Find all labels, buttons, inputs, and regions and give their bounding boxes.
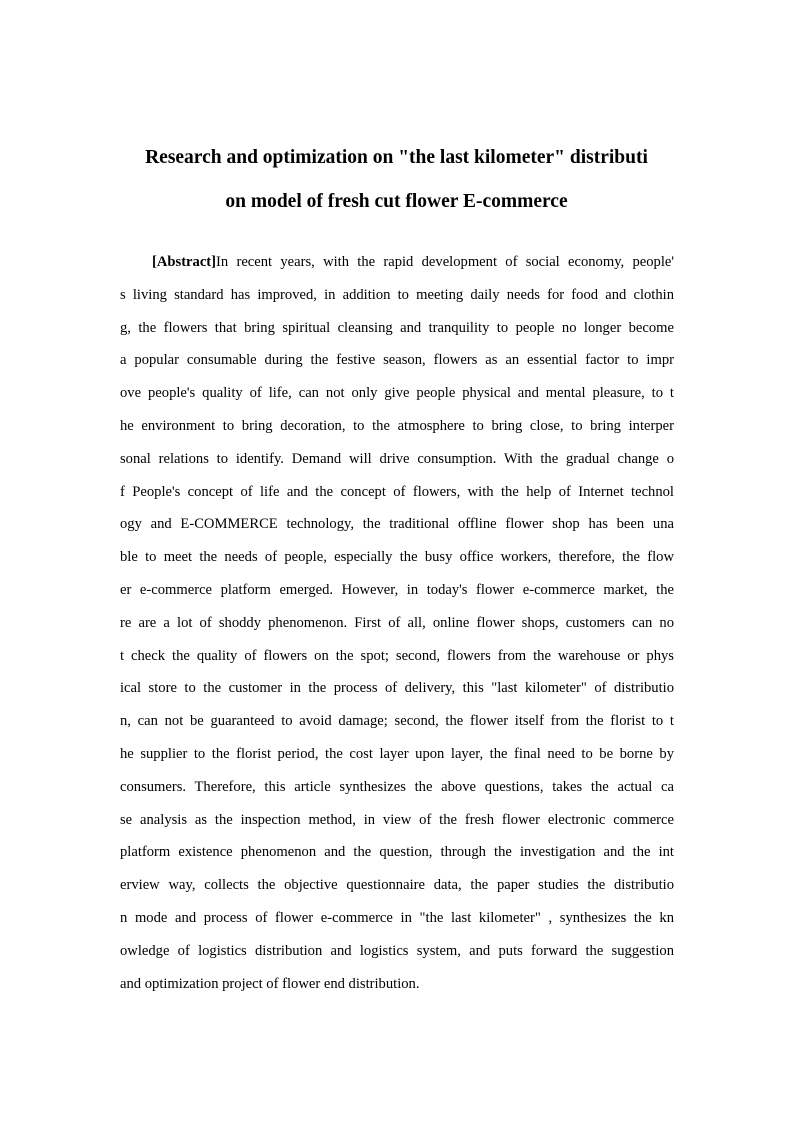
paper-title-line-2: on model of fresh cut flower E-commerce <box>225 191 568 212</box>
abstract-line: g, the flowers that bring spiritual cleansing and tranquility to people no longer become <box>120 319 674 336</box>
abstract-line: ove people's quality of life, can not only give people physical and mental pleasure, to t <box>120 385 674 402</box>
abstract-line: ical store to the customer in the process of delivery, this "last kilometer" of distributio <box>120 680 674 697</box>
abstract-line: re are a lot of shoddy phenomenon. First of all, online flower shops, customers can no <box>120 614 674 631</box>
abstract-line: se analysis as the inspection method, in view of the fresh flower electronic commerce <box>120 811 674 828</box>
abstract-line: owledge of logistics distribution and logistics system, and puts forward the suggestion <box>120 942 674 959</box>
paper-title-line-1: Research and optimization on "the last kilometer" distributi <box>145 147 648 168</box>
abstract-line: he environment to bring decoration, to the atmosphere to bring close, to bring interper <box>120 417 674 434</box>
abstract-line: erview way, collects the objective questionnaire data, the paper studies the distributio <box>120 877 674 894</box>
abstract-line: sonal relations to identify. Demand will drive consumption. With the gradual change o <box>120 450 674 467</box>
abstract-line: he supplier to the florist period, the cost layer upon layer, the final need to be borne by <box>120 745 674 762</box>
abstract-line: n, can not be guaranteed to avoid damage; second, the flower itself from the florist to t <box>120 713 674 730</box>
abstract-line: s living standard has improved, in addition to meeting daily needs for food and clothin <box>120 286 674 303</box>
abstract-line: a popular consumable during the festive season, flowers as an essential factor to impr <box>120 352 674 369</box>
abstract-line: ble to meet the needs of people, especially the busy office workers, therefore, the flow <box>120 549 674 566</box>
abstract-line: t check the quality of flowers on the spot; second, flowers from the warehouse or phys <box>120 647 674 664</box>
abstract-line: f People's concept of life and the concept of flowers, with the help of Internet technol <box>120 483 674 500</box>
abstract-line: n mode and process of flower e-commerce in "the last kilometer" , synthesizes the kn <box>120 909 674 926</box>
abstract-line-1 <box>120 250 674 283</box>
abstract-line: platform existence phenomenon and the question, through the investigation and the int <box>120 844 674 861</box>
abstract-text: In recent years, with the rapid development of social economy, people' <box>216 254 674 270</box>
abstract-block <box>120 250 674 1004</box>
abstract-label: [Abstract] <box>152 254 217 270</box>
abstract-line: ogy and E-COMMERCE technology, the traditional offline flower shop has been una <box>120 516 674 533</box>
abstract-line: consumers. Therefore, this article synthesizes the above questions, takes the actual ca <box>120 778 674 795</box>
abstract-line: er e-commerce platform emerged. However, in today's flower e-commerce market, the <box>120 581 674 598</box>
abstract-line: and optimization project of flower end distribution. <box>120 975 420 992</box>
